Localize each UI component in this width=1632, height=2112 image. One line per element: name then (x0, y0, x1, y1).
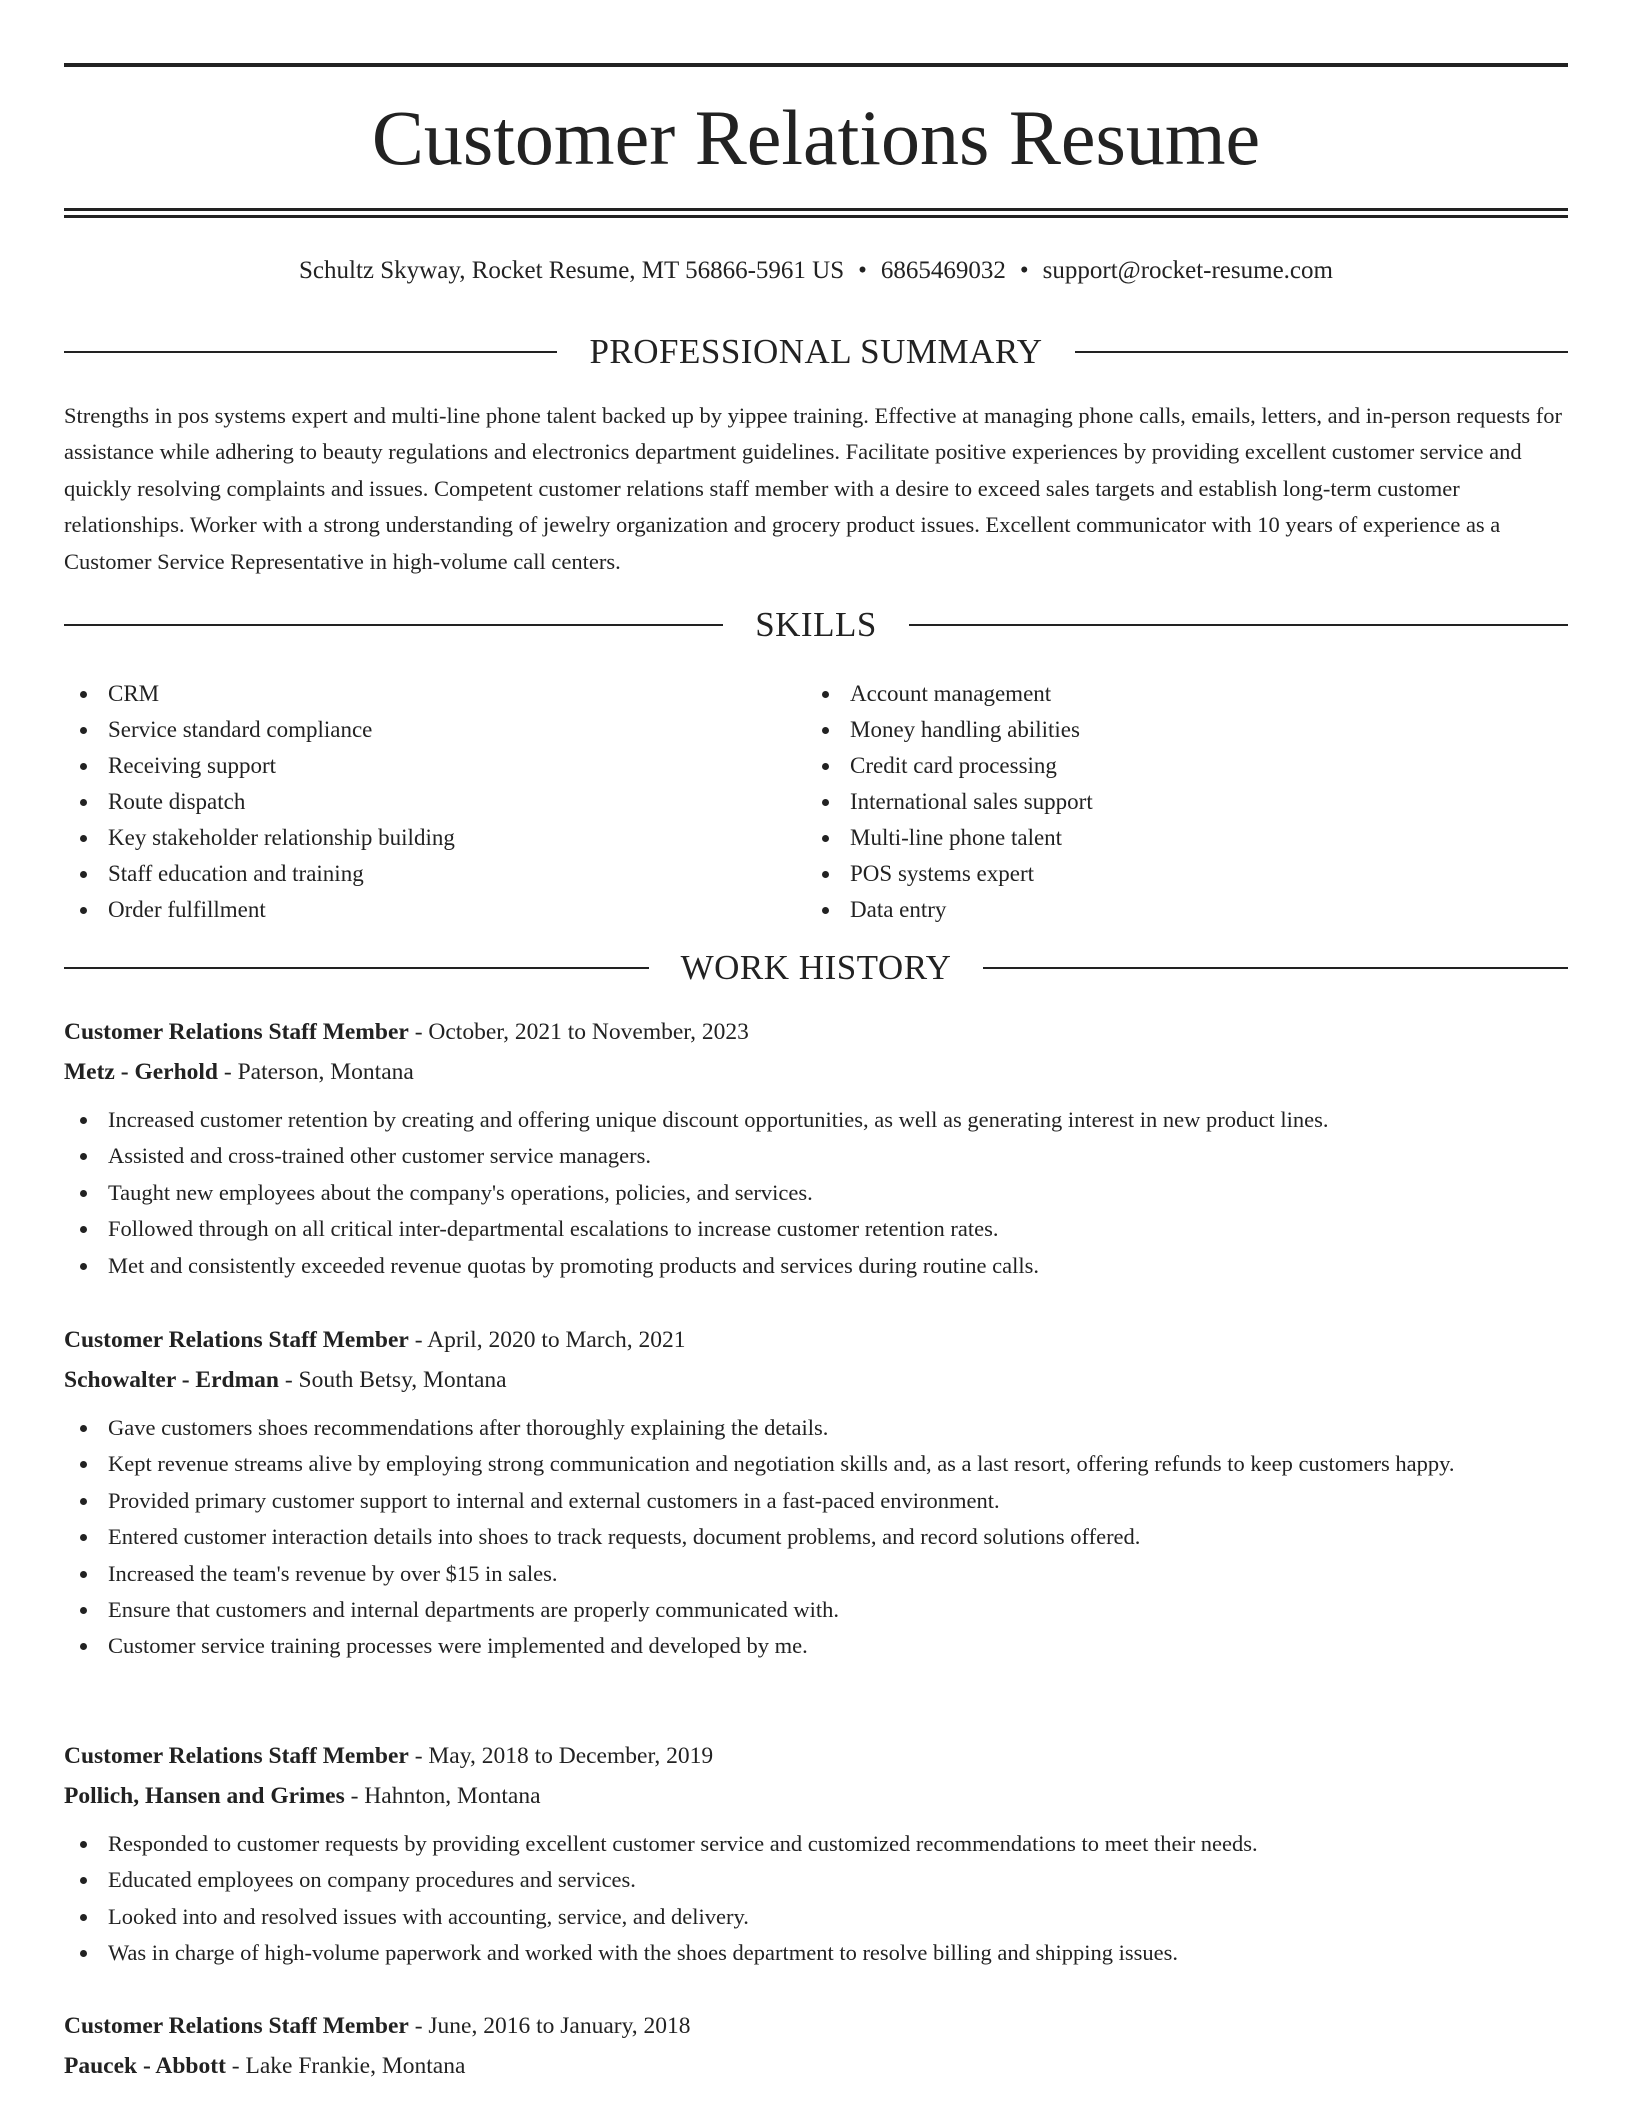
job-bullet: Educated employees on company procedures and services. (64, 1862, 1568, 1898)
job-company-line (64, 1360, 1568, 1400)
job-title-line (64, 2006, 1568, 2046)
heading-rule (64, 624, 723, 626)
heading-rule (983, 967, 1568, 969)
skill-item: CRM (64, 676, 764, 712)
job-company-line (64, 1052, 1568, 1092)
professional-summary: Strengths in pos systems expert and multi-line phone talent backed up by yippee training. Effective at managing phone calls, emails, letters, and in-person requests for assistance while adhering to beauty regulations and electronics department guidelines. Facilitate positive experiences by providing excellent customer service and quickly resolving complaints and issues. Competent customer relations staff member with a desire to exceed sales targets and establish long-term customer relationships. Worker with a strong understanding of jewelry organization and grocery product issues. Excellent communicator with 10 years of experience as a Customer Service Representative in high-volume call centers. (64, 403, 1562, 574)
job-bullet: Kept revenue streams alive by employing strong communication and negotiation skills and, as a last resort, offering refunds to keep customers happy. (64, 1446, 1568, 1482)
contact-separator: • (1019, 257, 1029, 284)
heading-rule (1075, 351, 1568, 353)
contact-address: Schultz Skyway, Rocket Resume, MT 56866-5961 US (299, 257, 845, 284)
job-bullets (64, 1102, 1568, 1284)
job-title: Customer Relations Staff Member (64, 2013, 409, 2039)
skill-item: International sales support (806, 784, 1506, 820)
heading-rule (909, 624, 1568, 626)
job-dates: - June, 2016 to January, 2018 (408, 2013, 691, 2039)
summary-heading (64, 330, 1568, 374)
job-title: Customer Relations Staff Member (64, 1743, 409, 1769)
job-bullet: Followed through on all critical inter-departmental escalations to increase customer retention rates. (64, 1211, 1568, 1247)
skill-item: Staff education and training (64, 856, 764, 892)
skill-item: Route dispatch (64, 784, 764, 820)
job-bullet: Was in charge of high-volume paperwork and worked with the shoes department to resolve billing and shipping issues. (64, 1935, 1568, 1971)
skill-item: POS systems expert (806, 856, 1506, 892)
work-history-heading (64, 946, 1568, 990)
job-bullet: Provided primary customer support to internal and external customers in a fast-paced environment. (64, 1483, 1568, 1519)
top-rule (64, 63, 1568, 67)
job-location: - Hahnton, Montana (344, 1783, 541, 1809)
skill-item: Order fulfillment (64, 892, 764, 928)
job-company-line (64, 1776, 1568, 1816)
job-company: Metz - Gerhold (64, 1059, 219, 1085)
job-title-line (64, 1012, 1568, 1052)
skills-heading-label: SKILLS (755, 605, 877, 644)
job-company-line (64, 2046, 1568, 2086)
job-entry (64, 2006, 1568, 2086)
work-heading-label: WORK HISTORY (680, 948, 952, 987)
job-bullet: Responded to customer requests by providing excellent customer service and customized recommendations to meet their needs. (64, 1826, 1568, 1862)
contact-line (64, 254, 1568, 288)
job-bullet: Met and consistently exceeded revenue quotas by promoting products and services during routine calls. (64, 1248, 1568, 1284)
job-bullet: Assisted and cross-trained other customer service managers. (64, 1138, 1568, 1174)
skill-item: Multi-line phone talent (806, 820, 1506, 856)
job-bullet: Gave customers shoes recommendations after thoroughly explaining the details. (64, 1410, 1568, 1446)
contact-email: support@rocket-resume.com (1042, 257, 1333, 284)
job-title: Customer Relations Staff Member (64, 1327, 409, 1353)
skill-item: Receiving support (64, 748, 764, 784)
job-dates: - October, 2021 to November, 2023 (408, 1019, 749, 1045)
skills-list-right (806, 676, 1506, 928)
job-company: Schowalter - Erdman (64, 1367, 279, 1393)
skills-heading (64, 603, 1568, 647)
job-bullet: Ensure that customers and internal departments are properly communicated with. (64, 1592, 1568, 1628)
job-location: - Lake Frankie, Montana (225, 2053, 466, 2079)
contact-phone: 6865469032 (880, 257, 1006, 284)
heading-rule (64, 351, 557, 353)
job-dates: - April, 2020 to March, 2021 (408, 1327, 686, 1353)
job-bullet: Entered customer interaction details into shoes to track requests, document problems, and record solutions offered. (64, 1519, 1568, 1555)
heading-rule (64, 967, 649, 969)
job-bullet: Looked into and resolved issues with accounting, service, and delivery. (64, 1899, 1568, 1935)
job-title-line (64, 1320, 1568, 1360)
job-entry (64, 1736, 1568, 1972)
job-location: - Paterson, Montana (218, 1059, 414, 1085)
job-dates: - May, 2018 to December, 2019 (408, 1743, 714, 1769)
job-title-line (64, 1736, 1568, 1776)
job-location: - South Betsy, Montana (278, 1367, 507, 1393)
job-bullet: Customer service training processes were implemented and developed by me. (64, 1628, 1568, 1664)
title-double-rule (64, 208, 1568, 218)
job-entry (64, 1320, 1568, 1665)
skill-item: Data entry (806, 892, 1506, 928)
job-bullet: Increased customer retention by creating and offering unique discount opportunities, as well as generating interest in new product lines. (64, 1102, 1568, 1138)
skill-item: Account management (806, 676, 1506, 712)
job-title: Customer Relations Staff Member (64, 1019, 409, 1045)
skill-item: Money handling abilities (806, 712, 1506, 748)
job-company: Pollich, Hansen and Grimes (64, 1783, 345, 1809)
job-company: Paucek - Abbott (64, 2053, 226, 2079)
skill-item: Credit card processing (806, 748, 1506, 784)
skill-item: Key stakeholder relationship building (64, 820, 764, 856)
summary-heading-label: PROFESSIONAL SUMMARY (589, 332, 1043, 371)
job-bullets (64, 1410, 1568, 1665)
skills-list-left (64, 676, 764, 928)
contact-separator: • (858, 257, 867, 284)
job-bullet: Taught new employees about the company's operations, policies, and services. (64, 1175, 1568, 1211)
job-bullet: Increased the team's revenue by over $15 in sales. (64, 1556, 1568, 1592)
resume-title: Customer Relations Resume (371, 94, 1261, 181)
skill-item: Service standard compliance (64, 712, 764, 748)
job-bullets (64, 1826, 1568, 1972)
job-entry (64, 1012, 1568, 1284)
